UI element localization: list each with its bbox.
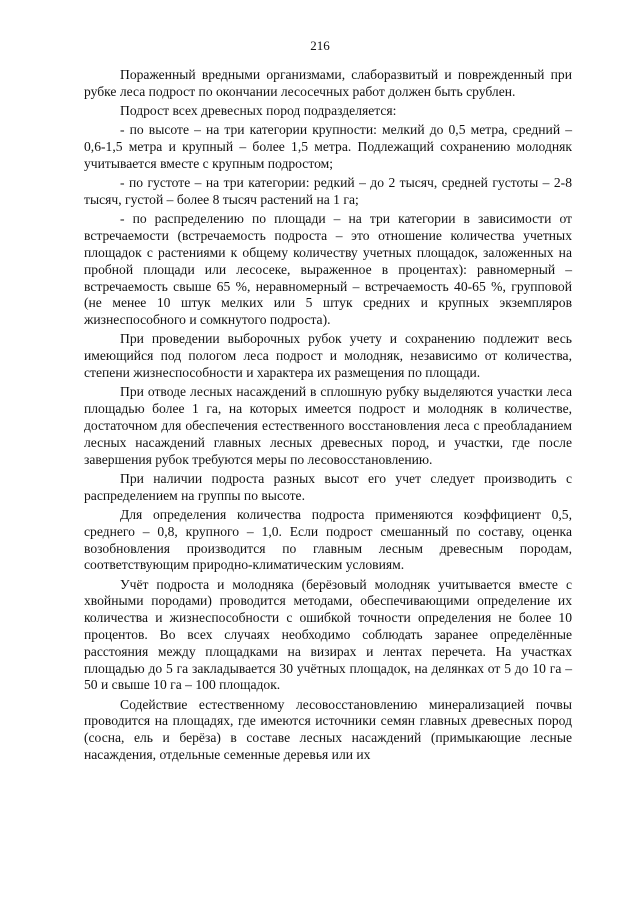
paragraph: При наличии подроста разных высот его учет следует производить с распределением на группы по высоте. — [84, 470, 572, 503]
paragraph: Содействие естественному лесовосстановлению минерализацией почвы проводится на площадях, где имеются источники семян главных древесных пород (сосна, ель и берёза) в составе лесных насаждений (примыкающие лесные насаждения, отдельные семенные деревья или их — [84, 696, 572, 763]
paragraph: - по густоте – на три категории: редкий – до 2 тысяч, средней густоты – 2-8 тысяч, густой – более 8 тысяч растений на 1 га; — [84, 175, 572, 208]
paragraph: Учёт подроста и молодняка (берёзовый молодняк учитывается вместе с хвойными породами) проводится методами, обеспечивающими определение их количества и жизнеспособности с ошибкой точности определения не более 10 процентов. Во всех случаях необходимо соблюдать заранее определённые расстояния между площадками на визирах и лентах перечета. На участках площадью до 5 га закладывается 30 учётных площадок, на делянках от 5 до 10 га – 50 и свыше 10 га – 100 площадок. — [84, 576, 572, 693]
paragraph: Пораженный вредными организмами, слаборазвитый и поврежденный при рубке леса подрост по окончании лесосечных работ должен быть срублен. — [84, 67, 572, 99]
paragraph: Для определения количества подроста применяются коэффициент 0,5, среднего – 0,8, крупного – 1,0. Если подрост смешанный по составу, оценка возобновления производится по главным лесным древесным породам, соответствующим природно-климатическим условиям. — [84, 506, 572, 573]
paragraph: - по высоте – на три категории крупности: мелкий до 0,5 метра, средний – 0,6-1,5 метра и крупный – более 1,5 метра. Подлежащий сохранению молодняк учитывается вместе с крупным подростом; — [84, 122, 572, 171]
paragraph: Подрост всех древесных пород подразделяется: — [120, 103, 397, 119]
paragraph: - по распределению по площади – на три категории в зависимости от встречаемости (встречаемость подроста – это отношение количества учетных площадок с растениями к общему количеству учетных площадок, заложенных на пробной площади или лесосеке, выраженное в процентах): равномерный – встречаемость свыше 65 %, неравномерный – встречаемость 40-65 %, групповой (не менее 10 штук мелких или 5 штук средних и крупных экземпляров жизнеспособного и сомкнутого подроста). — [84, 211, 572, 328]
paragraph: При отводе лесных насаждений в сплошную рубку выделяются участки леса площадью более 1 га, на которых имеется подрост и молодняк в количестве, достаточном для обеспечения естественного восстановления леса с преобладанием лесных насаждений главных лесных древесных пород, и участки, где после завершения рубок требуются меры по лесовосстановлению. — [84, 384, 572, 467]
body-text — [84, 67, 572, 766]
page-number: 216 — [310, 38, 330, 53]
paragraph: При проведении выборочных рубок учету и сохранению подлежит весь имеющийся под пологом леса подрост и молодняк, независимо от количества, степени жизнеспособности и характера их размещения по площади. — [84, 331, 572, 381]
